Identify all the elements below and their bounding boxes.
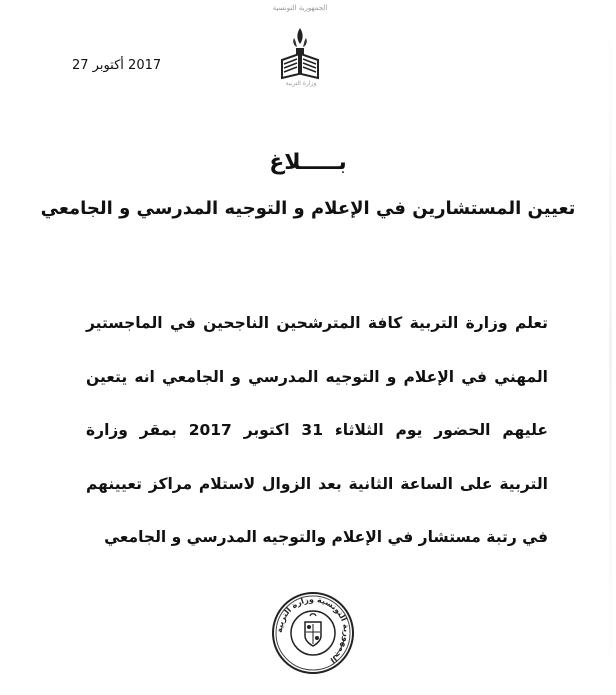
date-line: 2017 أكتوبر 27 [72,58,162,73]
letterhead-emblem [270,0,330,96]
notice-body: تعلم وزارة التربية كافة المترشحين الناجحين في الماجستير المهني في الإعلام و التوجيه المدرسي و الجامعي انه يتعين عليهم الحضور يوم الثلاثاء 31 اكتوبر 2017 بمقر وزارة التربية على الساعة الثانية بعد الزوال لاستلام مراكز تعيينهم في رتبة مستشار في الإعلام والتوجيه المدرسي و الجامعي [86,314,548,546]
scan-edge [609,0,612,695]
emblem-top-text: الجمهورية التونسية [272,4,328,12]
seal-ring-text: الجمهورية التونسية وزارة التربية [274,594,352,665]
official-ministry-seal-icon [270,590,356,676]
notice-title: بـــــلاغ [269,150,347,175]
emblem-bottom-text: وزارة التربية [285,80,317,87]
official-seal [270,590,356,676]
subject-line: تعيين المستشارين في الإعلام و التوجيه المدرسي و الجامعي [40,198,576,219]
